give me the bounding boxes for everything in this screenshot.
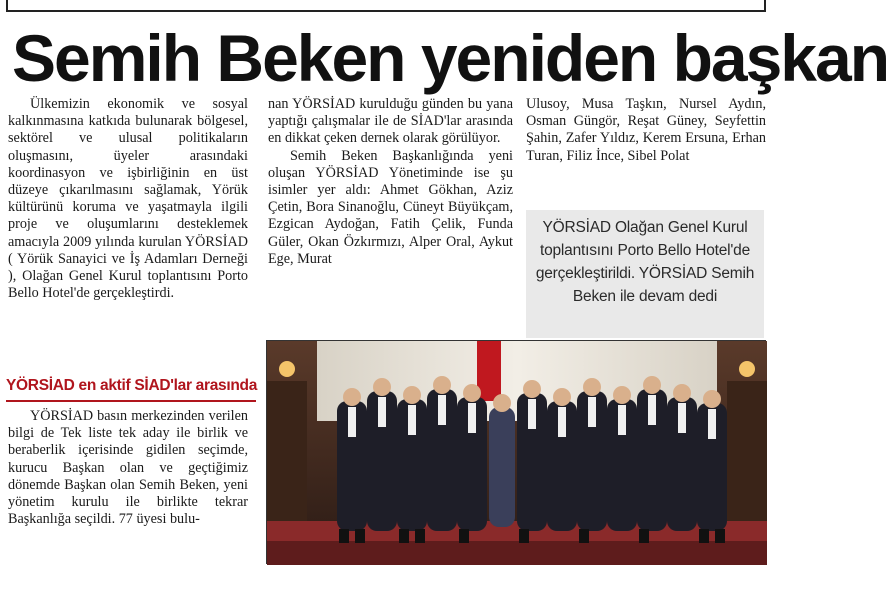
paragraph-election: YÖRSİAD basın merkezinden verilen bilgi de Tek liste tek aday ile birlik ve beraberlik içerisinde gidilen seçimde, kurucu Başkan olan ve geçtiğimiz dönemde Başkan olan Semih Beken, yeni yönetim kurulu ile birlikte tekrar Başkanlığa seçildi. 77 üyesi bulu- bbox=[8, 408, 248, 528]
article-column-3 bbox=[526, 96, 766, 165]
group-photo-illustration bbox=[267, 341, 767, 565]
article-column-2 bbox=[268, 96, 513, 268]
top-frame-border bbox=[6, 0, 766, 12]
paragraph-continuation: nan YÖRSİAD kurulduğu günden bu yana yaptığı çalışmalar ile de SİAD'lar arasında en dikkat çeken dernek olarak görülüyor. bbox=[268, 96, 513, 147]
paragraph-board-members: Semih Beken Başkanlığında yeni oluşan YÖRSİAD Yönetiminde ise şu isimler yer aldı: Ahmet Gökhan, Aziz Çetin, Bora Sinanoğlu, Cüneyt Büyükçam, Ezgican Aydoğan, Fatih Çelik, Funda Güler, Okan Özkırmızı, Alper Oral, Aykut Ege, Murat bbox=[268, 147, 513, 267]
article-headline: Semih Beken yeniden başkan bbox=[12, 21, 888, 95]
article-subheading: YÖRSİAD en aktif SİAD'lar arasında bbox=[6, 374, 256, 402]
paragraph-board-members-cont: Ulusoy, Musa Taşkın, Nursel Aydın, Osman Güngör, Reşat Güney, Seyfettin Şahin, Zafer Yıldız, Kerem Ersuna, Erhan Turan, Filiz İnce, Sibel Polat bbox=[526, 96, 766, 164]
article-column-1 bbox=[8, 96, 248, 302]
group-photo bbox=[266, 340, 766, 564]
photo-caption-callout: YÖRSİAD Olağan Genel Kurul toplantısını Porto Bello Hotel'de gerçekleştirildi. YÖRSİAD Semih Beken ile devam dedi bbox=[526, 210, 764, 338]
paragraph-intro: Ülkemizin ekonomik ve sosyal kalkınmasına katkıda bulunarak bölgesel, sektörel ve ulusal politikaların oluşmasını, üyeler arasındaki koordinasyon ve işbirliğinin en üst düzeye çıkarılmasını sağlamak, Yörük kültürünü koruma ve yaşatmayla ilgili proje ve oluşumlarını desteklemek amacıyla 2009 yılında kurulan YÖRSİAD ( Yörük Sanayici ve İş Adamları Derneği ), Olağan Genel Kurul toplantısını Porto Bello Hotel'de gerçekleştirdi. bbox=[8, 96, 248, 302]
article-column-1-lower bbox=[8, 408, 248, 528]
